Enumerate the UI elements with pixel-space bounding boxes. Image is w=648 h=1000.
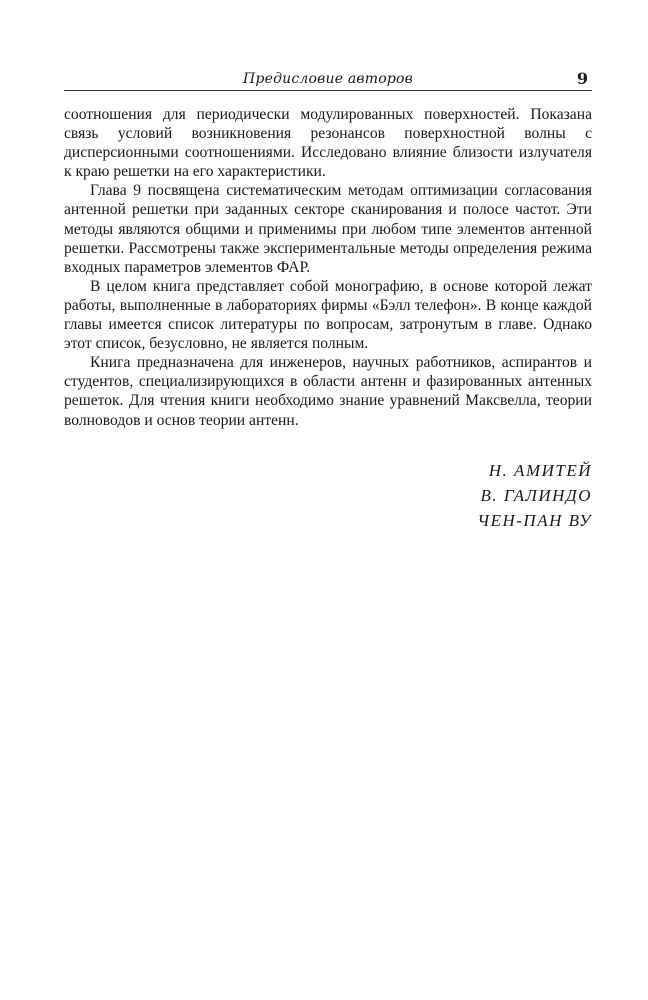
paragraph-audience: Книга предназначена для инженеров, научных работников, аспирантов и студентов, специализирующихся в области антенн и фазированных антенных решеток. Для чтения книги необходимо знание уравнений Максвелла, теории волноводов и основ теории антенн.: [64, 354, 592, 429]
author-name: Н. АМИТЕЙ: [488, 461, 592, 480]
paragraph-monograph: В целом книга представляет собой монографию, в основе которой лежат работы, выполненные в лабораториях фирмы «Бэлл телефон». В конце каждой главы имеется список литературы по вопросам, затронутым в главе. Однако этот список, безусловно, не является полным.: [64, 277, 592, 353]
running-title: Предисловие авторов: [243, 71, 413, 87]
paragraph-continuation: соотношения для периодически модулированных поверхностей. Показана связь условий возникновения резонансов поверхностной волны с дисперсионными соотношениями. Исследовано влияние близости излучателя к краю решетки на его характеристики.: [64, 106, 592, 181]
author-signatures: [477, 458, 592, 533]
paragraph-chapter-9: Глава 9 посвящена систематическим методам оптимизации согласования антенной решетки при заданных секторе сканирования и полосе частот. Эти методы являются общими и применимы при любом типе элементов антенной решетки. Рассмотрены также экспериментальные методы определения режима входных параметров элементов ФАР.: [64, 182, 592, 276]
page-number: 9: [576, 69, 588, 88]
body-text: [64, 105, 592, 430]
running-head: [64, 70, 592, 91]
author-name: В. ГАЛИНДО: [480, 486, 592, 505]
author-name: ЧЕН-ПАН ВУ: [477, 511, 592, 530]
